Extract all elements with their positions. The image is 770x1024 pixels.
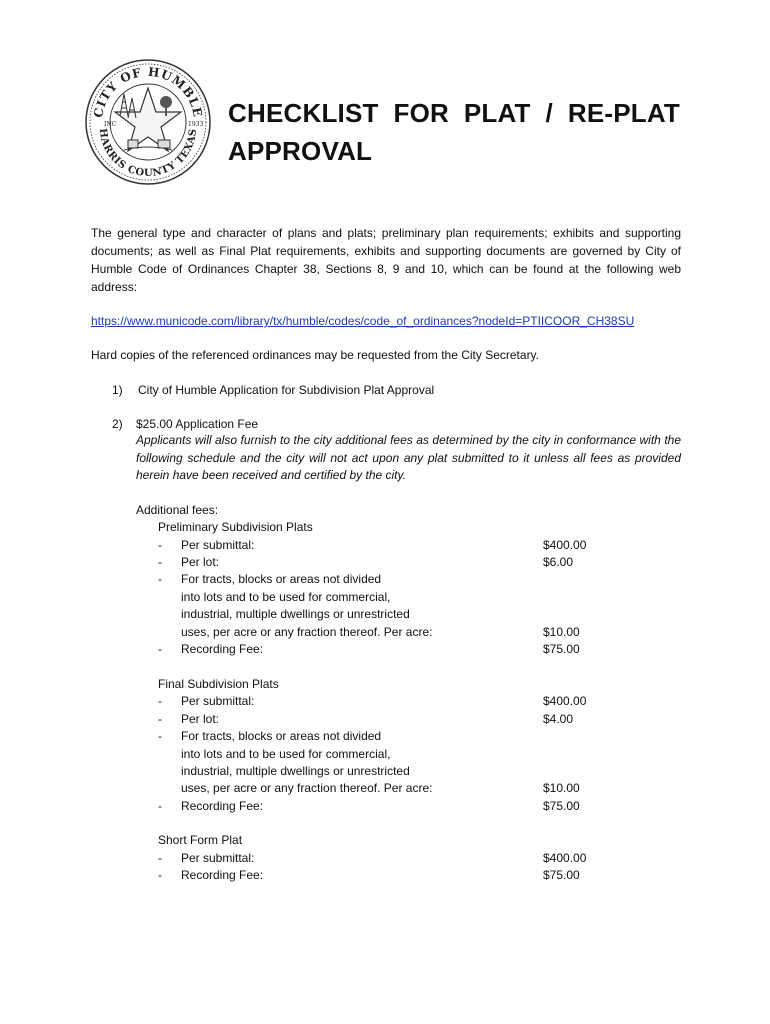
preliminary-heading: Preliminary Subdivision Plats [158, 520, 313, 534]
list-dash: - [158, 712, 162, 726]
final-per-submittal-amount: $400.00 [543, 694, 587, 708]
short-form-heading: Short Form Plat [158, 833, 243, 847]
list-dash: - [158, 694, 162, 708]
item-2-text: $25.00 Application Fee [136, 417, 259, 431]
final-tracts-amount: $10.00 [543, 781, 580, 795]
prelim-tracts-amount: $10.00 [543, 625, 580, 639]
prelim-recording-amount: $75.00 [543, 642, 580, 656]
document-title [228, 94, 680, 170]
list-dash: - [158, 642, 162, 656]
svg-text:INC: INC [104, 121, 117, 128]
final-tracts-line-4: uses, per acre or any fraction thereof. Per acre: [181, 781, 433, 795]
list-dash: - [158, 868, 162, 882]
intro-paragraph: The general type and character of plans and plats; preliminary plan requirements; exhibits and supporting documents; as well as Final Plat requirements, exhibits and supporting documents are governed by City of Humble Code of Ordinances Chapter 38, Sections 8, 9 and 10, which can be found at the following web address: [91, 226, 681, 294]
final-heading: Final Subdivision Plats [158, 677, 279, 691]
additional-fees-label: Additional fees: [136, 503, 219, 517]
list-dash: - [158, 538, 162, 552]
final-tracts-line-3: industrial, multiple dwellings or unrestricted [181, 764, 410, 778]
svg-text:1933: 1933 [188, 121, 204, 128]
final-tracts-line-2: into lots and to be used for commercial, [181, 747, 391, 761]
final-per-submittal-label: Per submittal: [181, 694, 255, 708]
short-recording-label: Recording Fee: [181, 868, 264, 882]
final-per-lot-label: Per lot: [181, 712, 220, 726]
prelim-tracts-line-3: industrial, multiple dwellings or unrestricted [181, 607, 410, 621]
prelim-per-submittal-label: Per submittal: [181, 538, 255, 552]
svg-text:CITY OF HUMBLE: CITY OF HUMBLE [91, 64, 205, 119]
list-dash: - [158, 851, 162, 865]
fee-note: Applicants will also furnish to the city additional fees as determined by the city in conformance with the following schedule and the city will not act upon any plat submitted to it unless all fees as provided herein have been received and certified by the city. [136, 433, 681, 482]
list-dash: - [158, 799, 162, 813]
prelim-tracts-line-4: uses, per acre or any fraction thereof. Per acre: [181, 625, 433, 639]
prelim-per-lot-amount: $6.00 [543, 555, 574, 569]
final-tracts-line-1: For tracts, blocks or areas not divided [181, 729, 382, 743]
hard-copies-note: Hard copies of the referenced ordinances may be requested from the City Secretary. [91, 348, 540, 362]
short-per-submittal-label: Per submittal: [181, 851, 255, 865]
title-line-1: CHECKLIST FOR PLAT / RE-PLAT [228, 98, 680, 128]
item-2-number: 2) [112, 417, 123, 431]
municode-link[interactable]: https://www.municode.com/library/tx/humble/codes/code_of_ordinances?nodeId=PTIICOOR_CH38SU [91, 314, 635, 328]
svg-text:HARRIS COUNTY TEXAS: HARRIS COUNTY TEXAS [96, 127, 200, 180]
list-dash: - [158, 572, 162, 586]
list-dash: - [158, 729, 162, 743]
prelim-tracts-line-1: For tracts, blocks or areas not divided [181, 572, 382, 586]
item-1-text: City of Humble Application for Subdivision Plat Approval [138, 383, 435, 397]
short-per-submittal-amount: $400.00 [543, 851, 587, 865]
final-recording-amount: $75.00 [543, 799, 580, 813]
final-per-lot-amount: $4.00 [543, 712, 574, 726]
final-recording-label: Recording Fee: [181, 799, 264, 813]
short-recording-amount: $75.00 [543, 868, 580, 882]
item-1-number: 1) [112, 383, 123, 397]
title-line-2: APPROVAL [228, 136, 373, 166]
list-dash: - [158, 555, 162, 569]
city-seal-logo [84, 58, 212, 186]
prelim-tracts-line-2: into lots and to be used for commercial, [181, 590, 391, 604]
prelim-per-submittal-amount: $400.00 [543, 538, 587, 552]
prelim-per-lot-label: Per lot: [181, 555, 220, 569]
prelim-recording-label: Recording Fee: [181, 642, 264, 656]
